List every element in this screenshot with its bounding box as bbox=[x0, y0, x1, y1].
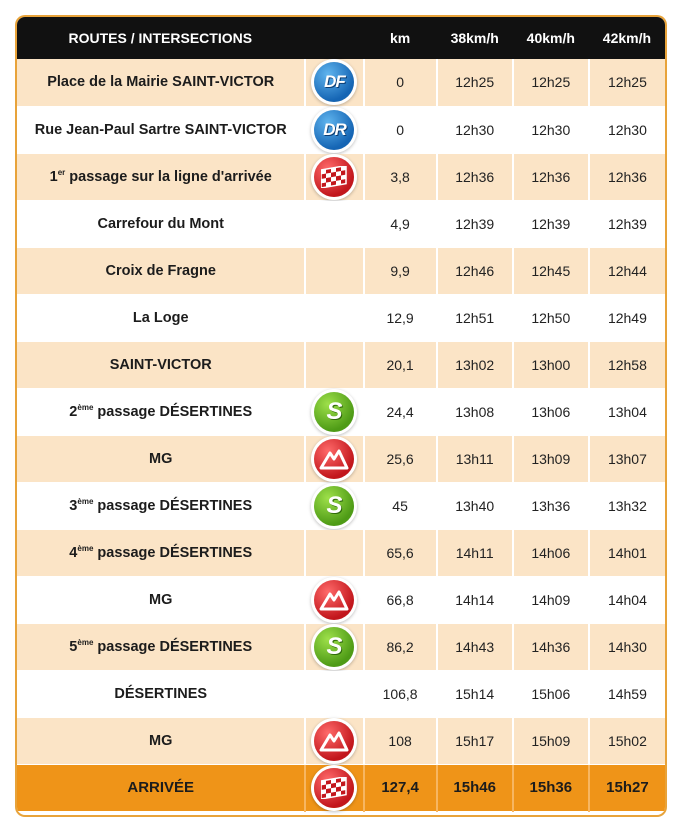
time-40: 15h36 bbox=[513, 764, 589, 811]
km-value: 20,1 bbox=[364, 341, 437, 388]
km-value: 12,9 bbox=[364, 294, 437, 341]
time-42: 14h01 bbox=[589, 529, 665, 576]
table-row bbox=[17, 294, 665, 341]
route-name bbox=[17, 529, 305, 576]
icon-cell bbox=[305, 106, 363, 153]
km-value: 65,6 bbox=[364, 529, 437, 576]
route-name bbox=[17, 153, 305, 200]
badge-label: S bbox=[326, 397, 343, 425]
km-value: 108 bbox=[364, 717, 437, 764]
time-40: 14h06 bbox=[513, 529, 589, 576]
icon-cell bbox=[305, 717, 363, 764]
table-row bbox=[17, 341, 665, 388]
icon-cell bbox=[305, 341, 363, 388]
km-value: 0 bbox=[364, 106, 437, 153]
passage-label: passage DÉSERTINES bbox=[93, 403, 253, 420]
table-row bbox=[17, 482, 665, 529]
route-name: ARRIVÉE bbox=[17, 764, 305, 811]
time-40: 13h00 bbox=[513, 341, 589, 388]
time-42: 12h25 bbox=[589, 59, 665, 106]
route-name: La Loge bbox=[17, 294, 305, 341]
time-40: 15h06 bbox=[513, 670, 589, 717]
icon-cell bbox=[305, 200, 363, 247]
time-38: 12h25 bbox=[437, 59, 513, 106]
time-38: 14h11 bbox=[437, 529, 513, 576]
finish-flag-icon bbox=[314, 157, 354, 197]
time-42: 12h30 bbox=[589, 106, 665, 153]
header-speed-42: 42km/h bbox=[602, 30, 652, 46]
time-40: 12h39 bbox=[513, 200, 589, 247]
badge-label: S bbox=[326, 632, 343, 660]
ordinal-suffix: er bbox=[57, 167, 66, 177]
time-40: 12h25 bbox=[513, 59, 589, 106]
time-38: 15h14 bbox=[437, 670, 513, 717]
time-42: 12h36 bbox=[589, 153, 665, 200]
depart-fictif-icon bbox=[314, 62, 354, 102]
route-name: SAINT-VICTOR bbox=[17, 341, 305, 388]
time-42: 15h02 bbox=[589, 717, 665, 764]
time-42: 15h27 bbox=[589, 764, 665, 811]
time-42: 13h04 bbox=[589, 388, 665, 435]
ordinal-suffix: ème bbox=[77, 637, 94, 647]
time-40: 13h09 bbox=[513, 435, 589, 482]
table-row bbox=[17, 764, 665, 811]
route-name: Croix de Fragne bbox=[17, 247, 305, 294]
km-value: 24,4 bbox=[364, 388, 437, 435]
time-40: 12h50 bbox=[513, 294, 589, 341]
table-row bbox=[17, 529, 665, 576]
icon-cell bbox=[305, 764, 363, 811]
time-42: 12h44 bbox=[589, 247, 665, 294]
header-speed-40: 40km/h bbox=[526, 30, 575, 46]
time-38: 13h08 bbox=[437, 388, 513, 435]
time-42: 14h30 bbox=[589, 623, 665, 670]
km-value: 86,2 bbox=[364, 623, 437, 670]
table-body bbox=[17, 59, 665, 811]
route-name: MG bbox=[17, 435, 305, 482]
time-38: 12h36 bbox=[437, 153, 513, 200]
header-km: km bbox=[389, 30, 411, 46]
km-value: 9,9 bbox=[364, 247, 437, 294]
passage-number: 2 bbox=[69, 403, 78, 420]
km-value: 106,8 bbox=[364, 670, 437, 717]
time-38: 12h30 bbox=[437, 106, 513, 153]
time-40: 12h36 bbox=[513, 153, 589, 200]
time-40: 12h30 bbox=[513, 106, 589, 153]
depart-reel-icon bbox=[314, 110, 354, 150]
km-value: 25,6 bbox=[364, 435, 437, 482]
icon-cell bbox=[305, 576, 363, 623]
route-name bbox=[17, 388, 305, 435]
time-42: 14h59 bbox=[589, 670, 665, 717]
badge-label: DF bbox=[324, 72, 345, 92]
time-40: 14h09 bbox=[513, 576, 589, 623]
sprint-icon bbox=[314, 627, 354, 667]
route-name: Carrefour du Mont bbox=[17, 200, 305, 247]
icon-cell bbox=[305, 388, 363, 435]
ordinal-suffix: ème bbox=[77, 543, 94, 553]
time-42: 13h07 bbox=[589, 435, 665, 482]
header-route: ROUTES / INTERSECTIONS bbox=[68, 30, 253, 46]
time-42: 14h04 bbox=[589, 576, 665, 623]
timetable bbox=[17, 17, 665, 815]
icon-cell bbox=[305, 247, 363, 294]
passage-label: passage sur la ligne d'arrivée bbox=[65, 168, 272, 185]
mountain-icon bbox=[314, 580, 354, 620]
time-38: 14h14 bbox=[437, 576, 513, 623]
time-40: 14h36 bbox=[513, 623, 589, 670]
passage-number: 4 bbox=[69, 544, 78, 561]
table-row bbox=[17, 717, 665, 764]
header-speed-38: 38km/h bbox=[450, 30, 499, 46]
km-value: 66,8 bbox=[364, 576, 437, 623]
passage-label: passage DÉSERTINES bbox=[93, 638, 253, 655]
passage-label: passage DÉSERTINES bbox=[93, 544, 253, 561]
ordinal-suffix: ème bbox=[77, 402, 94, 412]
passage-number: 1 bbox=[49, 168, 58, 185]
table-header-row bbox=[17, 17, 665, 59]
table-row bbox=[17, 59, 665, 106]
table-row bbox=[17, 200, 665, 247]
km-value: 0 bbox=[364, 59, 437, 106]
table-row bbox=[17, 435, 665, 482]
icon-cell bbox=[305, 435, 363, 482]
passage-number: 3 bbox=[69, 497, 78, 514]
km-value: 45 bbox=[364, 482, 437, 529]
sprint-icon bbox=[314, 486, 354, 526]
table-row bbox=[17, 106, 665, 153]
schedule-table bbox=[17, 17, 665, 812]
km-value: 127,4 bbox=[364, 764, 437, 811]
icon-cell bbox=[305, 153, 363, 200]
time-40: 13h06 bbox=[513, 388, 589, 435]
time-38: 12h39 bbox=[437, 200, 513, 247]
route-name bbox=[17, 482, 305, 529]
time-38: 12h46 bbox=[437, 247, 513, 294]
km-value: 4,9 bbox=[364, 200, 437, 247]
icon-cell bbox=[305, 623, 363, 670]
table-row bbox=[17, 388, 665, 435]
time-38: 15h46 bbox=[437, 764, 513, 811]
route-name bbox=[17, 623, 305, 670]
time-40: 13h36 bbox=[513, 482, 589, 529]
finish-flag-icon bbox=[314, 768, 354, 808]
time-38: 14h43 bbox=[437, 623, 513, 670]
route-name: DÉSERTINES bbox=[17, 670, 305, 717]
icon-cell bbox=[305, 59, 363, 106]
time-42: 12h49 bbox=[589, 294, 665, 341]
passage-label: passage DÉSERTINES bbox=[93, 497, 253, 514]
time-42: 12h58 bbox=[589, 341, 665, 388]
time-42: 13h32 bbox=[589, 482, 665, 529]
route-name: MG bbox=[17, 576, 305, 623]
icon-cell bbox=[305, 294, 363, 341]
table-row bbox=[17, 623, 665, 670]
sprint-icon bbox=[314, 392, 354, 432]
passage-number: 5 bbox=[69, 638, 78, 655]
route-name: Rue Jean-Paul Sartre SAINT-VICTOR bbox=[17, 106, 305, 153]
km-value: 3,8 bbox=[364, 153, 437, 200]
table-row bbox=[17, 670, 665, 717]
time-40: 15h09 bbox=[513, 717, 589, 764]
time-42: 12h39 bbox=[589, 200, 665, 247]
table-row bbox=[17, 153, 665, 200]
route-name: Place de la Mairie SAINT-VICTOR bbox=[17, 59, 305, 106]
time-38: 13h11 bbox=[437, 435, 513, 482]
time-38: 13h40 bbox=[437, 482, 513, 529]
route-name: MG bbox=[17, 717, 305, 764]
time-40: 12h45 bbox=[513, 247, 589, 294]
ordinal-suffix: ème bbox=[77, 496, 94, 506]
table-row bbox=[17, 247, 665, 294]
icon-cell bbox=[305, 482, 363, 529]
mountain-icon bbox=[314, 439, 354, 479]
icon-cell bbox=[305, 670, 363, 717]
badge-label: DR bbox=[323, 119, 346, 139]
icon-cell bbox=[305, 529, 363, 576]
time-38: 12h51 bbox=[437, 294, 513, 341]
table-row bbox=[17, 576, 665, 623]
time-38: 13h02 bbox=[437, 341, 513, 388]
mountain-icon bbox=[314, 721, 354, 761]
time-38: 15h17 bbox=[437, 717, 513, 764]
badge-label: S bbox=[326, 491, 343, 519]
